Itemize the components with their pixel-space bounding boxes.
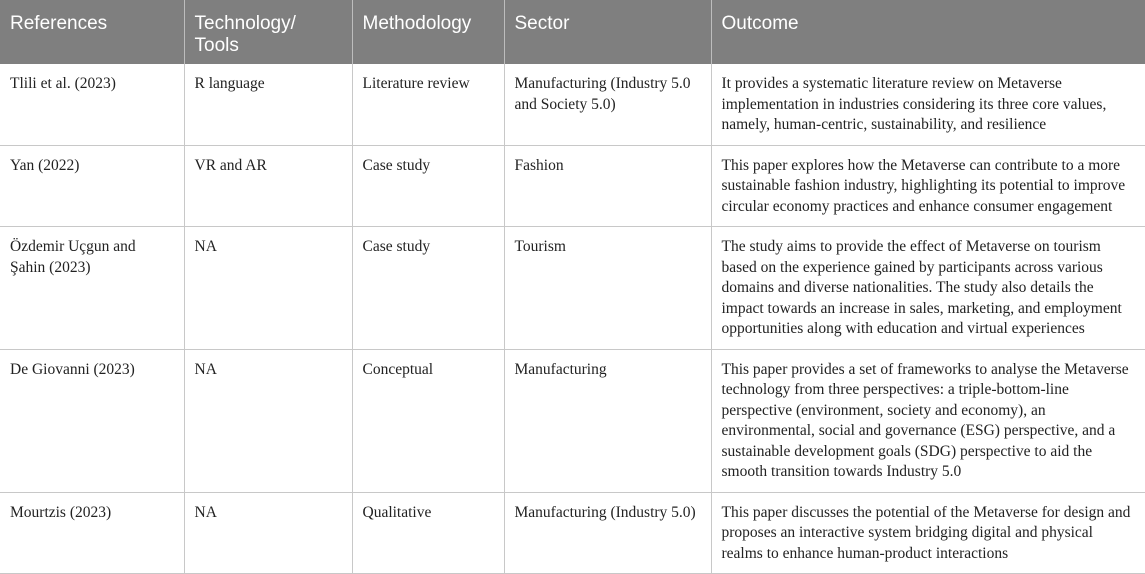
cell-methodology: Literature review	[352, 64, 504, 145]
table-header	[0, 0, 1145, 64]
table-row	[0, 492, 1145, 574]
header-methodology: Methodology	[352, 0, 504, 64]
table-row	[0, 145, 1145, 227]
cell-outcome: This paper explores how the Metaverse can contribute to a more sustainable fashion industry, highlighting its potential to improve circular economy practices and enhance consumer engagement	[711, 145, 1145, 227]
cell-technology: VR and AR	[184, 145, 352, 227]
cell-methodology: Conceptual	[352, 349, 504, 492]
cell-outcome: The study aims to provide the effect of Metaverse on tourism based on the experience gained by participants across various domains and diverse nationalities. The study also details the impact towards an increase in sales, marketing, and employment opportunities along with education and virtual experiences	[711, 227, 1145, 350]
header-outcome: Outcome	[711, 0, 1145, 64]
cell-reference: Yan (2022)	[0, 145, 184, 227]
cell-sector: Manufacturing (Industry 5.0 and Society 5.0)	[504, 64, 711, 145]
cell-technology: R language	[184, 64, 352, 145]
cell-reference: De Giovanni (2023)	[0, 349, 184, 492]
header-technology-tools: Technology/ Tools	[184, 0, 352, 64]
cell-outcome: This paper provides a set of frameworks to analyse the Metaverse technology from three perspectives: a triple-bottom-line perspective (environment, society and economy), an environmental, social and governance (ESG) perspective, and a sustainable development goals (SDG) perspective to aid the smooth transition towards Industry 5.0	[711, 349, 1145, 492]
cell-reference: Özdemir Uçgun and Şahin (2023)	[0, 227, 184, 350]
table-body	[0, 64, 1145, 574]
cell-technology: NA	[184, 227, 352, 350]
cell-methodology: Qualitative	[352, 492, 504, 574]
header-row	[0, 0, 1145, 64]
cell-methodology: Case study	[352, 227, 504, 350]
cell-sector: Fashion	[504, 145, 711, 227]
cell-sector: Tourism	[504, 227, 711, 350]
cell-technology: NA	[184, 492, 352, 574]
cell-reference: Tlili et al. (2023)	[0, 64, 184, 145]
cell-outcome: It provides a systematic literature review on Metaverse implementation in industries considering its three core values, namely, human-centric, sustainability, and resilience	[711, 64, 1145, 145]
header-references: References	[0, 0, 184, 64]
table-row	[0, 227, 1145, 350]
header-sector: Sector	[504, 0, 711, 64]
table-row	[0, 64, 1145, 145]
cell-sector: Manufacturing (Industry 5.0)	[504, 492, 711, 574]
cell-sector: Manufacturing	[504, 349, 711, 492]
cell-outcome: This paper discusses the potential of the Metaverse for design and proposes an interactive system bridging digital and physical realms to enhance human-product interactions	[711, 492, 1145, 574]
cell-technology: NA	[184, 349, 352, 492]
cell-methodology: Case study	[352, 145, 504, 227]
table-row	[0, 349, 1145, 492]
cell-reference: Mourtzis (2023)	[0, 492, 184, 574]
